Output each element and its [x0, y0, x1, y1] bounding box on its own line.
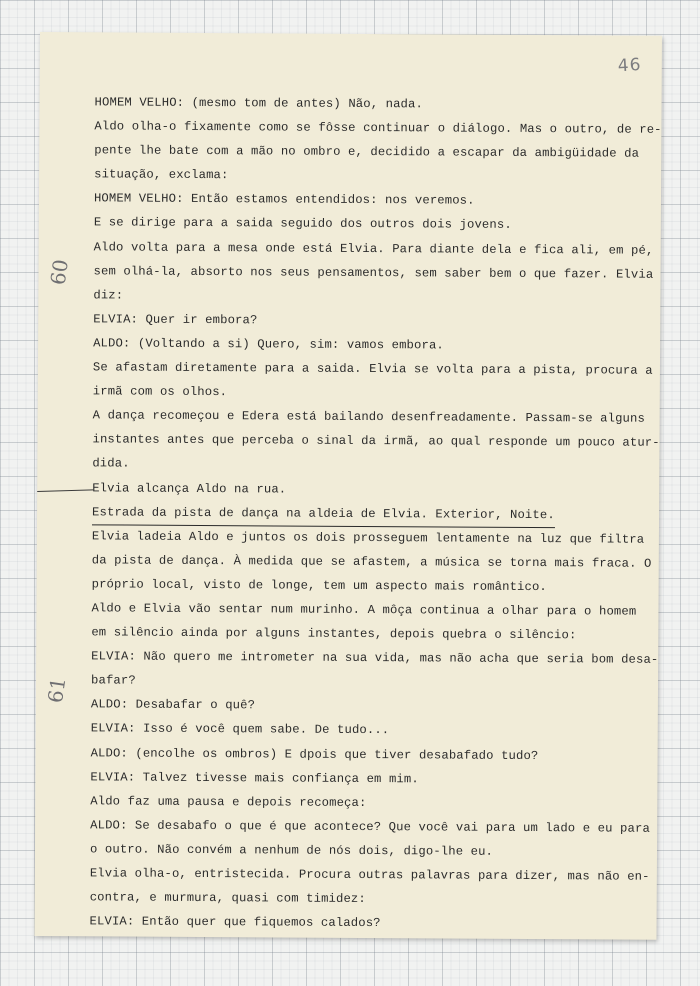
text-line: irmã com os olhos.	[92, 384, 228, 400]
text-line: E se dirige para a saida seguido dos outros dois jovens.	[93, 215, 512, 233]
text-line: Aldo olha-o fixamente como se fôsse continuar o diálogo. Mas o outro, de re-	[94, 119, 662, 137]
handwritten-scene-number-60: 60	[45, 257, 73, 287]
scene-heading: Estrada da pista de dança na aldeia de Elvia. Exterior, Noite.	[92, 503, 555, 528]
text-line: ELVIA: Não quero me intrometer na sua vida, mas não acha que seria bom desa-	[91, 649, 659, 667]
text-line: Se afastam diretamente para a saida. Elvia se volta para a pista, procura a	[92, 360, 653, 378]
text-line: em silêncio ainda por alguns instantes, depois quebra o silêncio:	[91, 625, 577, 643]
text-line: Elvia ladeia Aldo e juntos os dois prosseguem lentamente na luz que filtra	[91, 529, 645, 547]
text-line: ALDO: Se desabafo o que é que acontece? Que você vai para um lado e eu para	[90, 818, 650, 836]
text-line: bafar?	[90, 673, 136, 688]
typewritten-page	[34, 32, 662, 940]
scene-heading-line	[92, 500, 652, 528]
text-line: situação, exclama:	[94, 167, 229, 183]
text-line: Aldo faz uma pausa e depois recomeça:	[90, 794, 367, 810]
script-text	[89, 90, 662, 937]
text-line: diz:	[93, 288, 124, 303]
text-line: Aldo volta para a mesa onde está Elvia. Para diante dela e fica ali, em pé,	[93, 239, 654, 258]
text-line: ALDO: (Voltando a si) Quero, sim: vamos embora.	[93, 336, 444, 353]
text-line: ELVIA: Isso é você quem sabe. De tudo...	[90, 721, 390, 738]
text-line: Elvia alcança Aldo na rua.	[92, 480, 287, 497]
text-line: próprio local, visto de longe, tem um aspecto mais romântico.	[91, 577, 547, 594]
handwritten-page-number: 46	[617, 54, 643, 77]
text-line: HOMEM VELHO: (mesmo tom de antes) Não, nada.	[94, 95, 424, 112]
scene-divider-line	[37, 489, 93, 492]
text-line: dida.	[92, 456, 130, 471]
text-line: HOMEM VELHO: Então estamos entendidos: nos veremos.	[93, 191, 475, 209]
text-line: Elvia olha-o, entristecida. Procura outras palavras para dizer, mas não en-	[89, 866, 650, 884]
text-line: ALDO: Desabafar o quê?	[90, 697, 256, 713]
text-line: ALDO: (encolhe os ombros) E dpois que tiver desabafado tudo?	[90, 745, 539, 763]
text-line: Aldo e Elvia vão sentar num murinho. A môça continua a olhar para o homem	[91, 601, 637, 619]
text-line: o outro. Não convém a nenhum de nós dois, digo-lhe eu.	[89, 842, 494, 859]
text-line: ELVIA: Quer ir embora?	[93, 312, 258, 328]
text-line: sem olhá-la, absorto nos seus pensamentos, sem saber bem o que fazer. Elvia	[93, 263, 654, 282]
text-line: A dança recomeçou e Edera está bailando desenfreadamente. Passam-se alguns	[92, 408, 646, 426]
text-line: ELVIA: Então quer que fiquemos calados?	[89, 914, 381, 931]
text-line: ELVIA: Talvez tivesse mais confiança em mim.	[90, 769, 419, 786]
text-line: instantes antes que perceba o sinal da irmã, ao qual responde um pouco atur-	[92, 432, 660, 451]
text-line: pente lhe bate com a mão no ombro e, decidido a escapar da ambigüidade da	[94, 143, 640, 161]
text-line: contra, e murmura, quasi com timidez:	[89, 890, 366, 907]
text-line: da pista de dança. À medida que se afastem, a música se torna mais fraca. O	[91, 553, 652, 571]
handwritten-scene-number-61: 61	[42, 675, 71, 705]
